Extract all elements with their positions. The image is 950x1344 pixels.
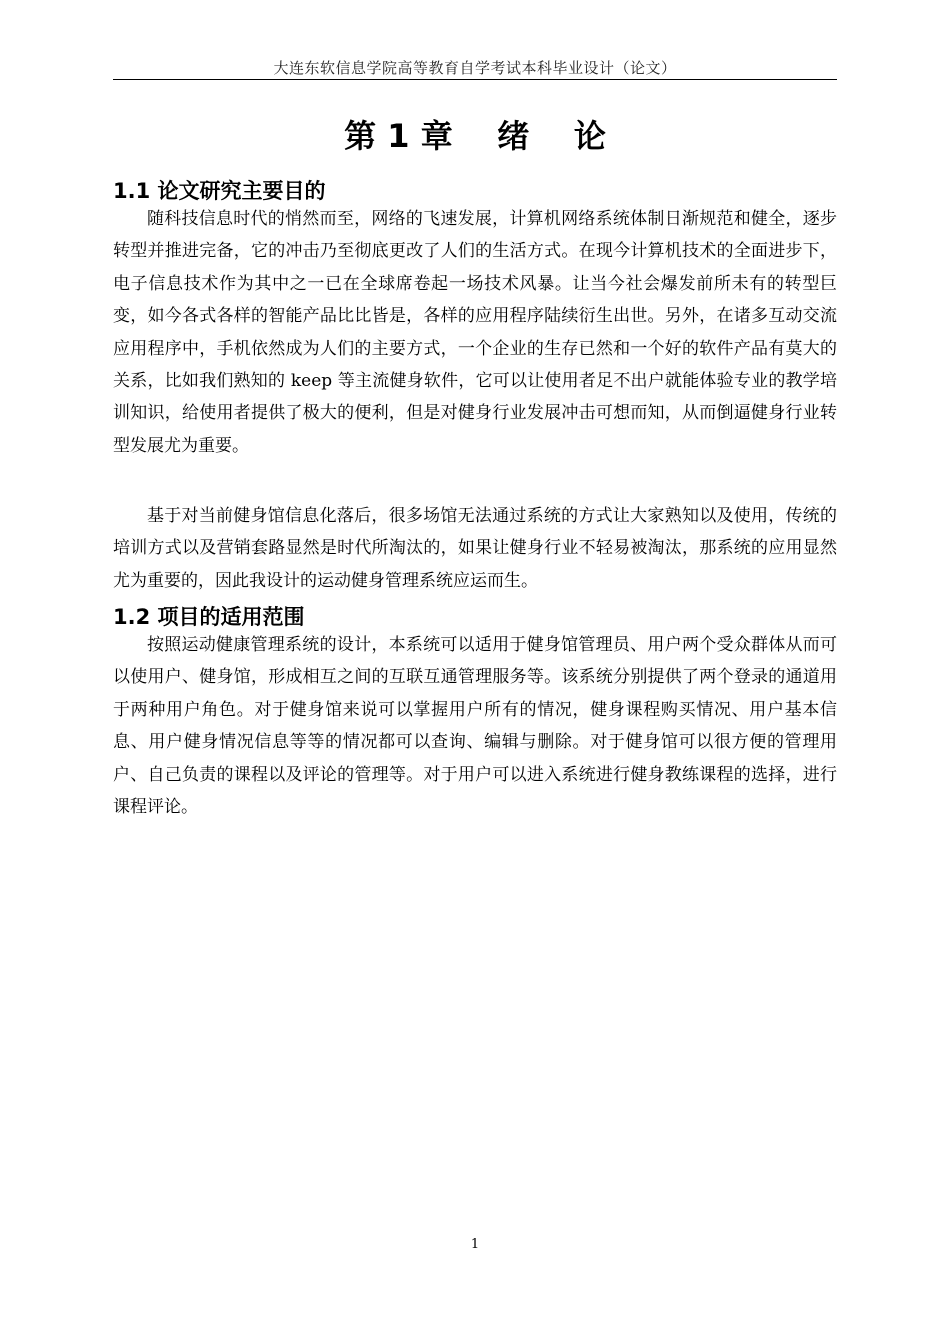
section-1-1-paragraph-1: 随科技信息时代的悄然而至，网络的飞速发展，计算机网络系统体制日渐规范和健全，逐步转型并推进完备，它的冲击乃至彻底更改了人们的生活方式。在现今计算机技术的全面进步下，电子信息技术作为其中之一已在全球席卷起一场技术风暴。让当今社会爆发前所未有的转型巨变，如今各式各样的智能产品比比皆是，各样的应用程序陆续衍生出世。另外，在诸多互动交流应用程序中，手机依然成为人们的主要方式，一个企业的生存已然和一个好的软件产品有莫大的关系，比如我们熟知的 keep 等主流健身软件，它可以让使用者足不出户就能体验专业的教学培训知识，给使用者提供了极大的便利，但是对健身行业发展冲击可想而知，从而倒逼健身行业转型发展尤为重要。: [113, 209, 837, 456]
section-1-1-paragraph-2: 基于对当前健身馆信息化落后，很多场馆无法通过系统的方式让大家熟知以及使用，传统的培训方式以及营销套路显然是时代所淘汰的，如果让健身行业不轻易被淘汰，那系统的应用显然尤为重要的，因此我设计的运动健身管理系统应运而生。: [113, 506, 837, 591]
header-divider: [113, 79, 837, 80]
section-1-2-paragraph-1: 按照运动健康管理系统的设计，本系统可以适用于健身馆管理员、用户两个受众群体从而可以使用户、健身馆，形成相互之间的互联互通管理服务等。该系统分别提供了两个登录的通道用于两种用户角色。对于健身馆来说可以掌握用户所有的情况，健身课程购买情况、用户基本信息、用户健身情况信息等等的情况都可以查询、编辑与删除。对于健身馆可以很方便的管理用户、自己负责的课程以及评论的管理等。对于用户可以进入系统进行健身教练课程的选择，进行课程评论。: [113, 635, 837, 818]
page-number: 1: [470, 1237, 480, 1252]
section-heading-1-2: 1.2 项目的适用范围: [113, 605, 305, 629]
page-header: 大连东软信息学院高等教育自学考试本科毕业设计（论文）: [273, 59, 677, 77]
section-heading-1-1: 1.1 论文研究主要目的: [113, 179, 326, 203]
chapter-title: 第 1 章 绪 论: [344, 117, 606, 155]
